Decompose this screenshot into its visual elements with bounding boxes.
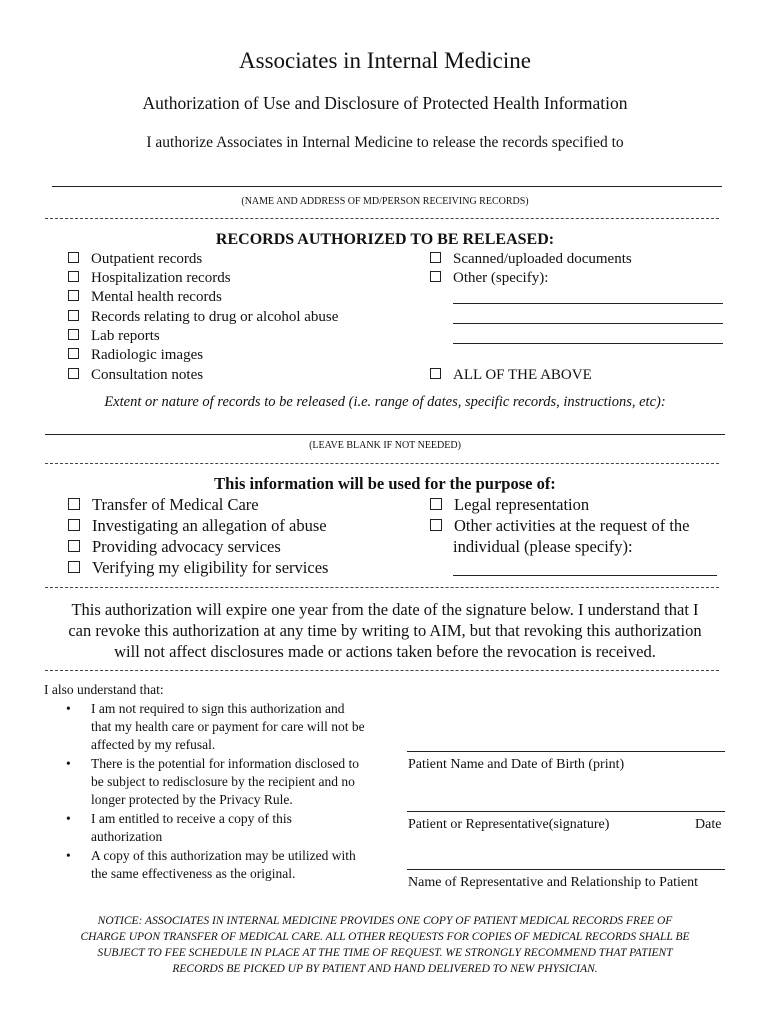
checkbox-icon[interactable] [430,271,441,282]
checkbox-icon[interactable] [430,519,442,531]
bullet-icon: • [66,756,71,771]
checkbox-outpatient-records[interactable]: Outpatient records [68,251,202,268]
checkbox-hospitalization-records[interactable]: Hospitalization records [68,270,231,287]
list-item: • I am entitled to receive a copy of this authorization [66,811,292,844]
checkbox-icon[interactable] [68,329,79,340]
checkbox-lab-reports[interactable]: Lab reports [68,328,160,345]
checkbox-transfer-care[interactable]: Transfer of Medical Care [68,495,259,515]
checkbox-icon[interactable] [68,310,79,321]
checkbox-icon[interactable] [68,519,80,531]
bullet-icon: • [66,811,71,826]
checkbox-icon[interactable] [68,498,80,510]
checkbox-icon[interactable] [430,498,442,510]
checkbox-verifying-eligibility[interactable]: Verifying my eligibility for services [68,558,328,578]
bullet-icon: • [66,701,71,716]
recipient-caption: (NAME AND ADDRESS OF MD/PERSON RECEIVING RECORDS) [241,196,529,207]
checkbox-radiologic-images[interactable]: Radiologic images [68,347,203,364]
checkbox-drug-alcohol-records[interactable]: Records relating to drug or alcohol abuse [68,309,338,326]
purpose-heading: This information will be used for the purpose of: [214,474,556,493]
patient-name-field[interactable] [407,751,725,752]
records-heading: RECORDS AUTHORIZED TO BE RELEASED: [215,231,555,248]
checkbox-other[interactable]: Other (specify): [430,270,548,287]
understanding-list [66,700,366,884]
checkbox-icon[interactable] [430,368,441,379]
signature-label: Patient or Representative(signature) [408,817,610,832]
checkbox-icon[interactable] [68,348,79,359]
signature-field[interactable] [407,811,725,812]
other-activities-field[interactable] [453,575,717,576]
list-item: • There is the potential for information disclosed to be subject to redisclosure by the recipient and no longer protected by the Privacy Rule. [66,756,360,807]
divider [45,218,719,219]
other-specify-field[interactable] [453,323,723,324]
checkbox-mental-health-records[interactable]: Mental health records [68,289,222,306]
checkbox-legal-representation[interactable]: Legal representation [430,495,589,515]
authorization-intro: I authorize Associates in Internal Medicine to release the records specified to [146,134,624,151]
checkbox-scanned-documents[interactable]: Scanned/uploaded documents [430,251,632,268]
page-title: Associates in Internal Medicine [239,48,531,73]
date-label: Date [695,817,722,832]
expiration-text: This authorization will expire one year from the date of the signature below. I understand that I can revoke this authorization at any time by writing to AIM, but that revoking this authorization will not affect disclosures made or actions taken before the revocation is received. [68,600,702,661]
divider [45,463,719,464]
checkbox-icon[interactable] [68,540,80,552]
checkbox-other-activities[interactable]: Other activities at the request of the [430,516,690,536]
representative-label: Name of Representative and Relationship to Patient [408,875,699,890]
other-specify-field[interactable] [453,303,723,304]
other-activities-label: individual (please specify): [453,537,633,556]
divider [45,587,719,588]
checkbox-advocacy-services[interactable]: Providing advocacy services [68,537,281,557]
other-specify-field[interactable] [453,343,723,344]
extent-label: Extent or nature of records to be released (i.e. range of dates, specific records, instructions, etc): [104,394,666,410]
checkbox-icon[interactable] [68,252,79,263]
patient-name-label: Patient Name and Date of Birth (print) [408,757,625,772]
checkbox-investigating-abuse[interactable]: Investigating an allegation of abuse [68,516,327,536]
checkbox-icon[interactable] [68,290,79,301]
checkbox-icon[interactable] [430,252,441,263]
checkbox-icon[interactable] [68,271,79,282]
representative-field[interactable] [407,869,725,870]
notice-text: NOTICE: ASSOCIATES IN INTERNAL MEDICINE PROVIDES ONE COPY OF PATIENT MEDICAL RECORDS FREE OF CHARGE UPON TRANSFER OF MEDICAL CARE. ALL OTHER REQUESTS FOR COPIES OF MEDICAL RECORDS SHALL BE SUBJECT TO FEE SCHEDULE IN PLACE AT THE TIME OF REQUEST. WE STRONGLY RECOMMEND THAT PATIENT RECORDS BE PICKED UP BY PATIENT AND HAND DELIVERED TO NEW PHYSICIAN. [80,915,690,975]
checkbox-all-of-the-above[interactable]: ALL OF THE ABOVE [430,367,592,384]
recipient-field[interactable] [52,186,722,187]
extent-caption: (LEAVE BLANK IF NOT NEEDED) [309,440,461,451]
checkbox-consultation-notes[interactable]: Consultation notes [68,367,203,384]
divider [45,670,719,671]
extent-field[interactable] [45,434,725,435]
bullet-icon: • [66,848,71,863]
list-item: • A copy of this authorization may be utilized with the same effectiveness as the original. [66,848,356,881]
checkbox-icon[interactable] [68,368,79,379]
understanding-intro: I also understand that: [44,682,164,697]
page-subtitle: Authorization of Use and Disclosure of Protected Health Information [142,93,628,113]
list-item: • I am not required to sign this authorization and that my health care or payment for care will not be affected by my refusal. [66,701,365,752]
checkbox-icon[interactable] [68,561,80,573]
